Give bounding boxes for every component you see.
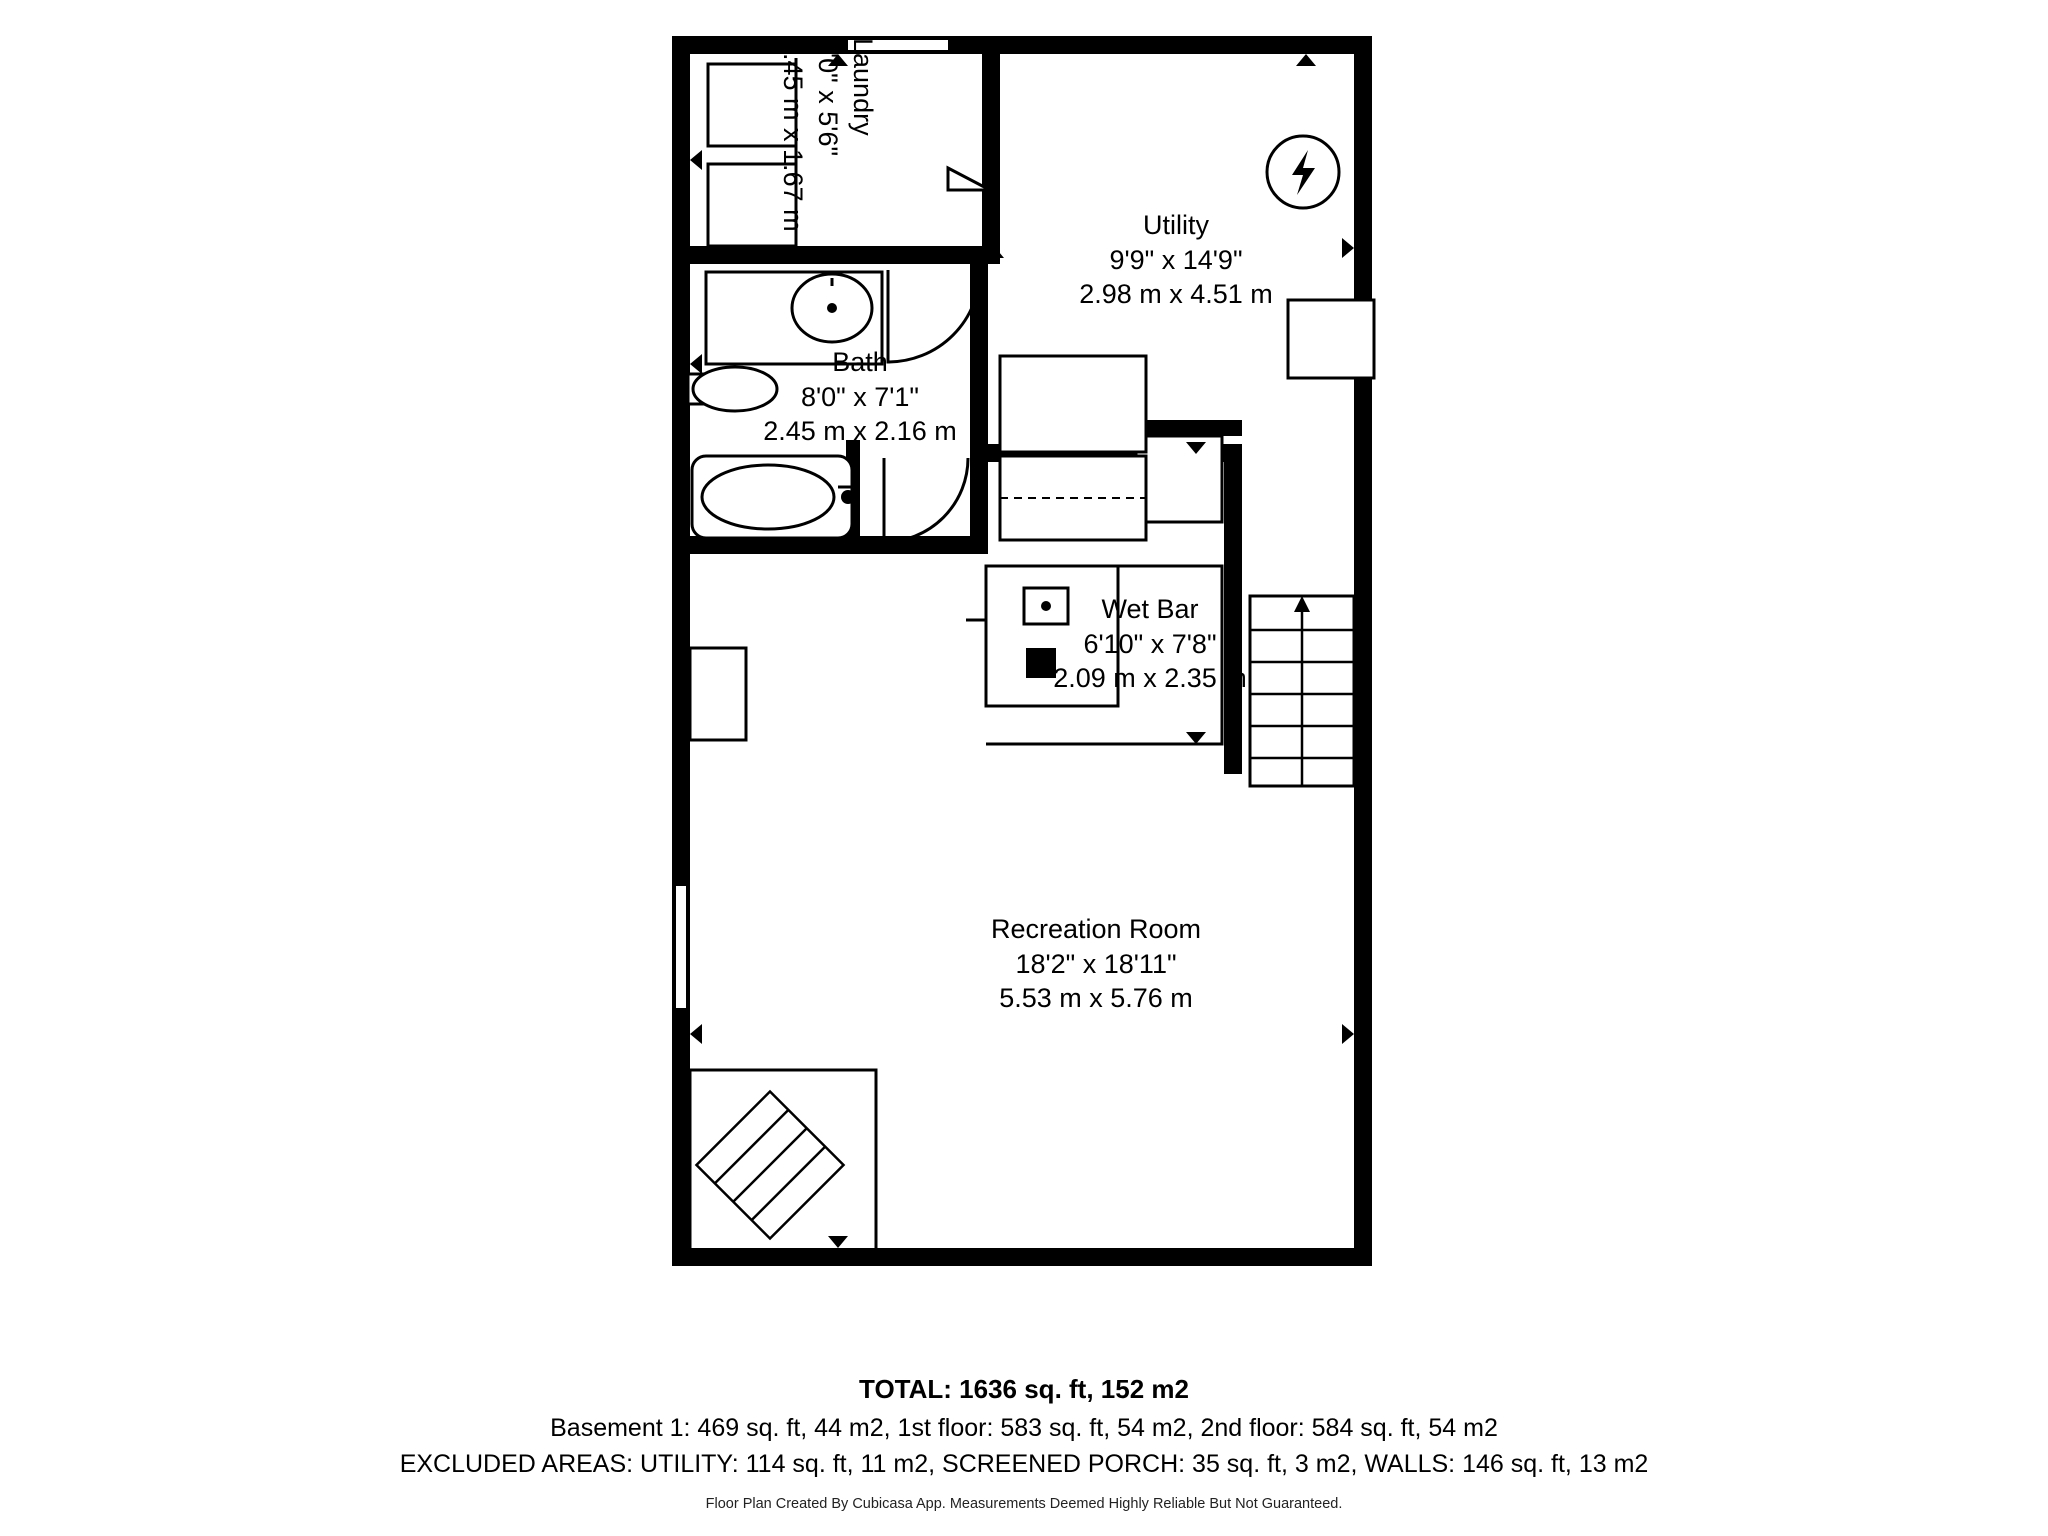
room-label-wet-bar: Wet Bar 6'10" x 7'8" 2.09 m x 2.35 m <box>1053 594 1247 694</box>
floor-area-breakdown: Basement 1: 469 sq. ft, 44 m2, 1st floor: 583 sq. ft, 54 m2, 2nd floor: 584 sq. ft, 54 m2 <box>550 1414 1498 1442</box>
plan-credit: Floor Plan Created By Cubicasa App. Measurements Deemed Highly Reliable But Not Guaranteed. <box>705 1496 1343 1512</box>
window-icon-left-lower <box>670 886 692 1008</box>
room-label-laundry: Laundry 8'0" x 5'6" 2.45 m x 1.67 m <box>777 38 878 232</box>
room-label-utility: Utility 9'9" x 14'9" 2.98 m x 4.51 m <box>1079 210 1273 310</box>
recreation-room-furniture <box>690 648 876 1250</box>
utility-fixtures <box>1000 136 1374 540</box>
excluded-areas: EXCLUDED AREAS: UTILITY: 114 sq. ft, 11 m2, SCREENED PORCH: 35 sq. ft, 3 m2, WALLS: 146 sq. ft, 13 m2 <box>399 1450 1649 1478</box>
room-label-bath: Bath 8'0" x 7'1" 2.45 m x 2.16 m <box>763 347 957 447</box>
room-label-recreation-room: Recreation Room 18'2" x 18'11" 5.53 m x 5.76 m <box>990 914 1202 1014</box>
total-area-summary: TOTAL: 1636 sq. ft, 152 m2 <box>859 1374 1189 1404</box>
